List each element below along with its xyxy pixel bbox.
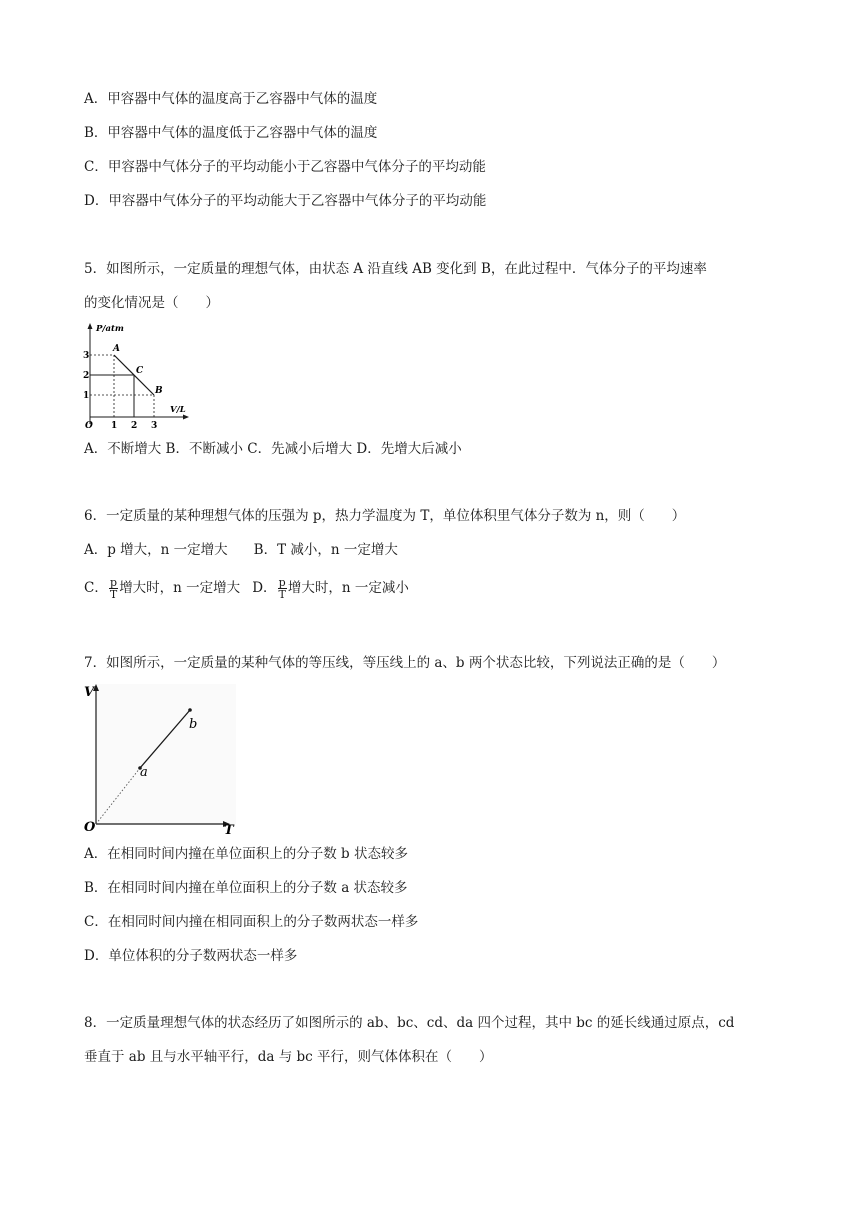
q6-option-d-prefix: D．	[252, 580, 277, 596]
q6-d-denominator: T	[278, 588, 286, 601]
q5-y-tick-1: 1	[83, 391, 90, 401]
q7-origin: O	[84, 820, 96, 835]
q5-x-tick-1: 1	[111, 421, 118, 431]
q7-point-b-label: b	[189, 717, 198, 732]
q7-y-axis-label: V	[84, 685, 95, 700]
q5-point-b-label: B	[155, 386, 163, 396]
q6-option-c-prefix: C．	[84, 580, 108, 596]
q5-x-tick-2: 2	[131, 421, 138, 431]
q5-x-tick-3: 3	[151, 421, 158, 431]
q5-stem-line1: 5．如图所示，一定质量的理想气体，由状态 A 沿直线 AB 变化到 B，在此过程中．气体分子的平均速率	[84, 261, 707, 277]
q7-option-b: B．在相同时间内撞在单位面积上的分子数 a 状态较多	[84, 880, 408, 896]
q6-option-c-fraction	[109, 577, 118, 600]
q4-option-c: C．甲容器中气体分子的平均动能小于乙容器中气体分子的平均动能	[84, 159, 486, 175]
q7-option-a: A．在相同时间内撞在单位面积上的分子数 b 状态较多	[84, 846, 408, 862]
q5-stem-line2: 的变化情况是（ ）	[84, 295, 219, 311]
q4-option-a: A．甲容器中气体的温度高于乙容器中气体的温度	[84, 91, 378, 107]
q6-c-denominator: T	[109, 588, 118, 601]
q5-origin: O	[85, 421, 93, 431]
q6-option-d-fraction	[278, 577, 287, 600]
q4-option-d: D．甲容器中气体分子的平均动能大于乙容器中气体分子的平均动能	[84, 193, 487, 209]
q6-options-cd	[84, 575, 409, 601]
q5-x-axis-label: V/L	[170, 405, 186, 415]
q7-option-c: C．在相同时间内撞在相同面积上的分子数两状态一样多	[84, 914, 419, 930]
q7-vt-graph	[84, 682, 244, 838]
q7-point-a-label: a	[140, 765, 148, 780]
q6-stem: 6．一定质量的某种理想气体的压强为 p，热力学温度为 T，单位体积里气体分子数为 n，则（ ）	[84, 508, 686, 524]
q5-y-tick-3: 3	[83, 351, 90, 361]
q4-option-b: B．甲容器中气体的温度低于乙容器中气体的温度	[84, 125, 378, 141]
q6-option-a: A．p 增大，n 一定增大	[84, 542, 228, 558]
q5-point-a-label: A	[113, 344, 120, 354]
q6-option-c-text: 增大时，n 一定增大	[119, 580, 241, 596]
q5-y-tick-2: 2	[83, 371, 90, 381]
q7-point-b	[188, 708, 192, 712]
q5-y-axis-label: P/atm	[96, 324, 124, 334]
q5-point-c-label: C	[136, 366, 144, 376]
q7-x-axis-label: T	[224, 823, 234, 838]
q6-c-numerator: p	[109, 576, 118, 589]
q5-options: A．不断增大 B．不断减小 C．先减小后增大 D．先增大后减小	[84, 441, 462, 457]
q8-stem-line1: 8．一定质量理想气体的状态经历了如图所示的 ab、bc、cd、da 四个过程，其中 bc 的延长线通过原点，cd	[84, 1015, 735, 1031]
q6-d-numerator: p	[278, 576, 286, 589]
q5-x-arrow	[183, 415, 189, 420]
q5-pv-graph	[84, 320, 194, 430]
q6-option-d-text: 增大时，n 一定减小	[287, 580, 409, 596]
q5-y-arrow	[88, 323, 93, 329]
q6-options-ab	[84, 541, 398, 559]
q7-option-d: D．单位体积的分子数两状态一样多	[84, 948, 298, 964]
q7-stem: 7．如图所示，一定质量的某种气体的等压线，等压线上的 a、b 两个状态比较，下列说法正确的是（ ）	[84, 655, 726, 671]
q6-option-b: B．T 减小，n 一定增大	[253, 542, 398, 558]
q8-stem-line2: 垂直于 ab 且与水平轴平行，da 与 bc 平行，则气体体积在（ ）	[84, 1049, 493, 1065]
